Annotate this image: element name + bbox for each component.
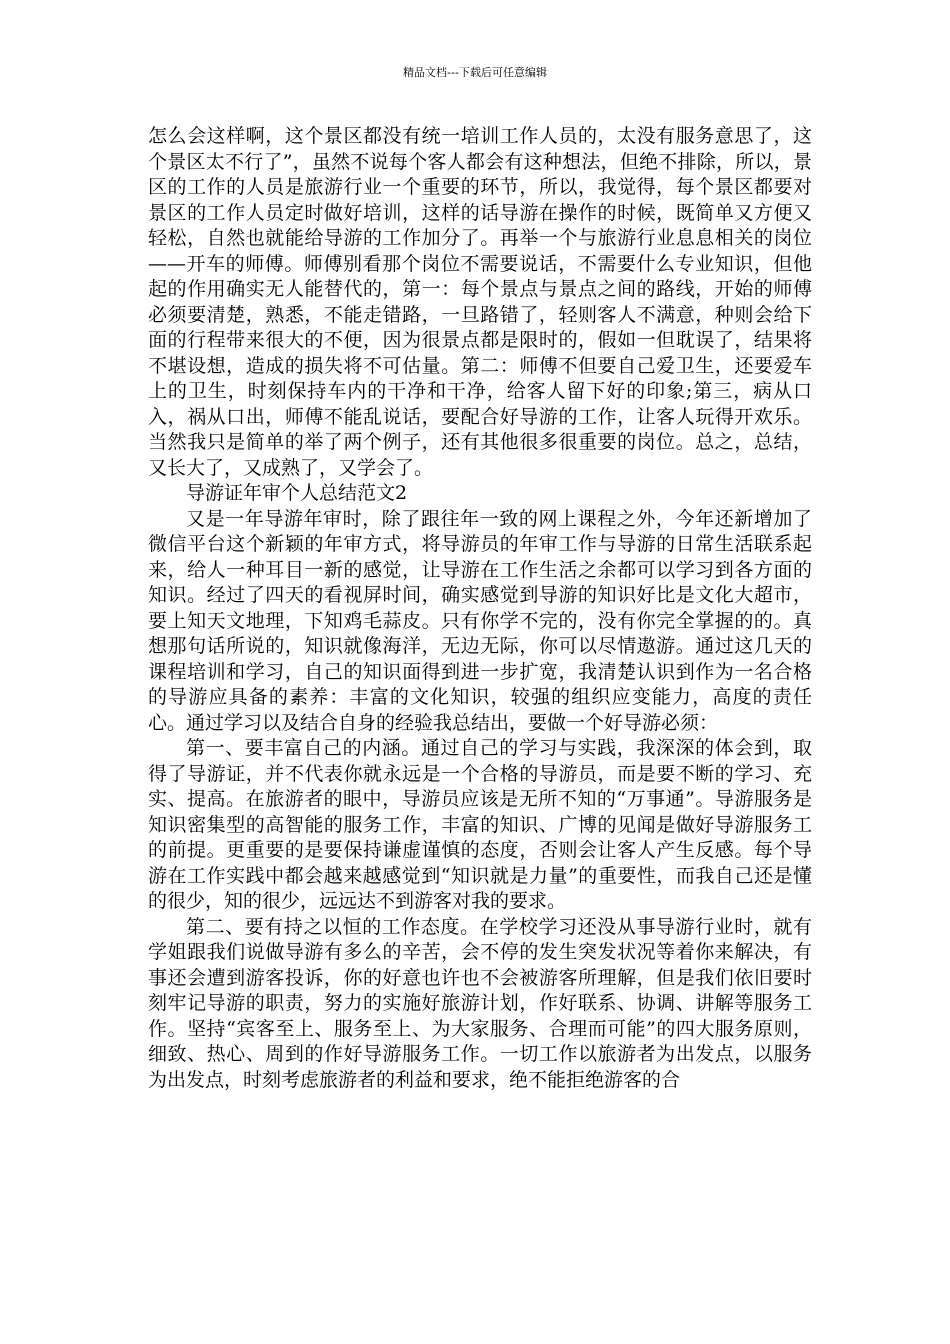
page-header: 精品文档---下载后可任意编辑	[403, 66, 547, 79]
section-title: 导游证年审个人总结范文2	[186, 482, 408, 504]
document-body	[148, 124, 812, 1093]
paragraph-point-two: 第二、要有持之以恒的工作态度。在学校学习还没从事导游行业时，就有学姐跟我们说做导游有多么的辛苦，会不停的发生突发状况等着你来解决，有事还会遭到游客投诉，你的好意也许也不会被游客所理解，但是我们依旧要时刻牢记导游的职责，努力的实施好旅游计划，作好联系、协调、讲解等服务工作。坚持“宾客至上、服务至上、为大家服务、合理而可能”的四大服务原则，细致、热心、周到的作好导游服务工作。一切工作以旅游者为出发点，以服务为出发点，时刻考虑旅游者的利益和要求，绝不能拒绝游客的合	[148, 915, 812, 1091]
paragraph-continuation: 怎么会这样啊，这个景区都没有统一培训工作人员的，太没有服务意思了，这个景区太不行了”，虽然不说每个客人都会有这种想法，但绝不排除，所以，景区的工作的人员是旅游行业一个重要的环节，所以，我觉得，每个景区都要对景区的工作人员定时做好培训，这样的话导游在操作的时候，既简单又方便又轻松，自然也就能给导游的工作加分了。再举一个与旅游行业息息相关的岗位——开车的师傅。师傅别看那个岗位不需要说话，不需要什么专业知识，但他起的作用确实无人能替代的，第一：每个景点与景点之间的路线，开始的师傅必须要清楚，熟悉，不能走错路，一旦路错了，轻则客人不满意，种则会给下面的行程带来很大的不便，因为很景点都是限时的，假如一但耽误了，结果将不堪设想，造成的损失将不可估量。第二：师傅不但要自己爱卫生，还要爱车上的卫生，时刻保持车内的干净和干净，给客人留下好的印象;第三，病从口入，祸从口出，师傅不能乱说话，要配合好导游的工作，让客人玩得开欢乐。当然我只是简单的举了两个例子，还有其他很多很重要的岗位。总之，总结，又长大了，又成熟了，又学会了。	[148, 125, 812, 479]
paragraph-intro: 又是一年导游年审时，除了跟往年一致的网上课程之外，今年还新增加了微信平台这个新颖的年审方式，将导游员的年审工作与导游的日常生活联系起来，给人一种耳目一新的感觉，让导游在工作生活之余都可以学习到各方面的知识。经过了四天的看视屏时间，确实感觉到导游的知识好比是文化大超市，要上知天文地理，下知鸡毛蒜皮。只有你学不完的，没有你完全掌握的的。真想那句话所说的，知识就像海洋，无边无际，你可以尽情遨游。通过这几天的课程培训和学习，自己的知识面得到进一步扩宽，我清楚认识到作为一名合格的导游应具备的素养：丰富的文化知识，较强的组织应变能力，高度的责任心。通过学习以及结合自身的经验我总结出，要做一个好导游必须：	[148, 507, 812, 734]
paragraph-point-one: 第一、要丰富自己的内涵。通过自己的学习与实践，我深深的体会到，取得了导游证，并不代表你就永远是一个合格的导游员，而是要不断的学习、充实、提高。在旅游者的眼中，导游员应该是无所不知的“万事通”。导游服务是知识密集型的高智能的服务工作，丰富的知识、广博的见闻是做好导游服务工的前提。更重要的是要保持谦虚谨慎的态度，否则会让客人产生反感。每个导游在工作实践中都会越来越感觉到“知识就是力量”的重要性，而我自己还是懂的很少，知的很少，远远达不到游客对我的要求。	[148, 737, 812, 912]
